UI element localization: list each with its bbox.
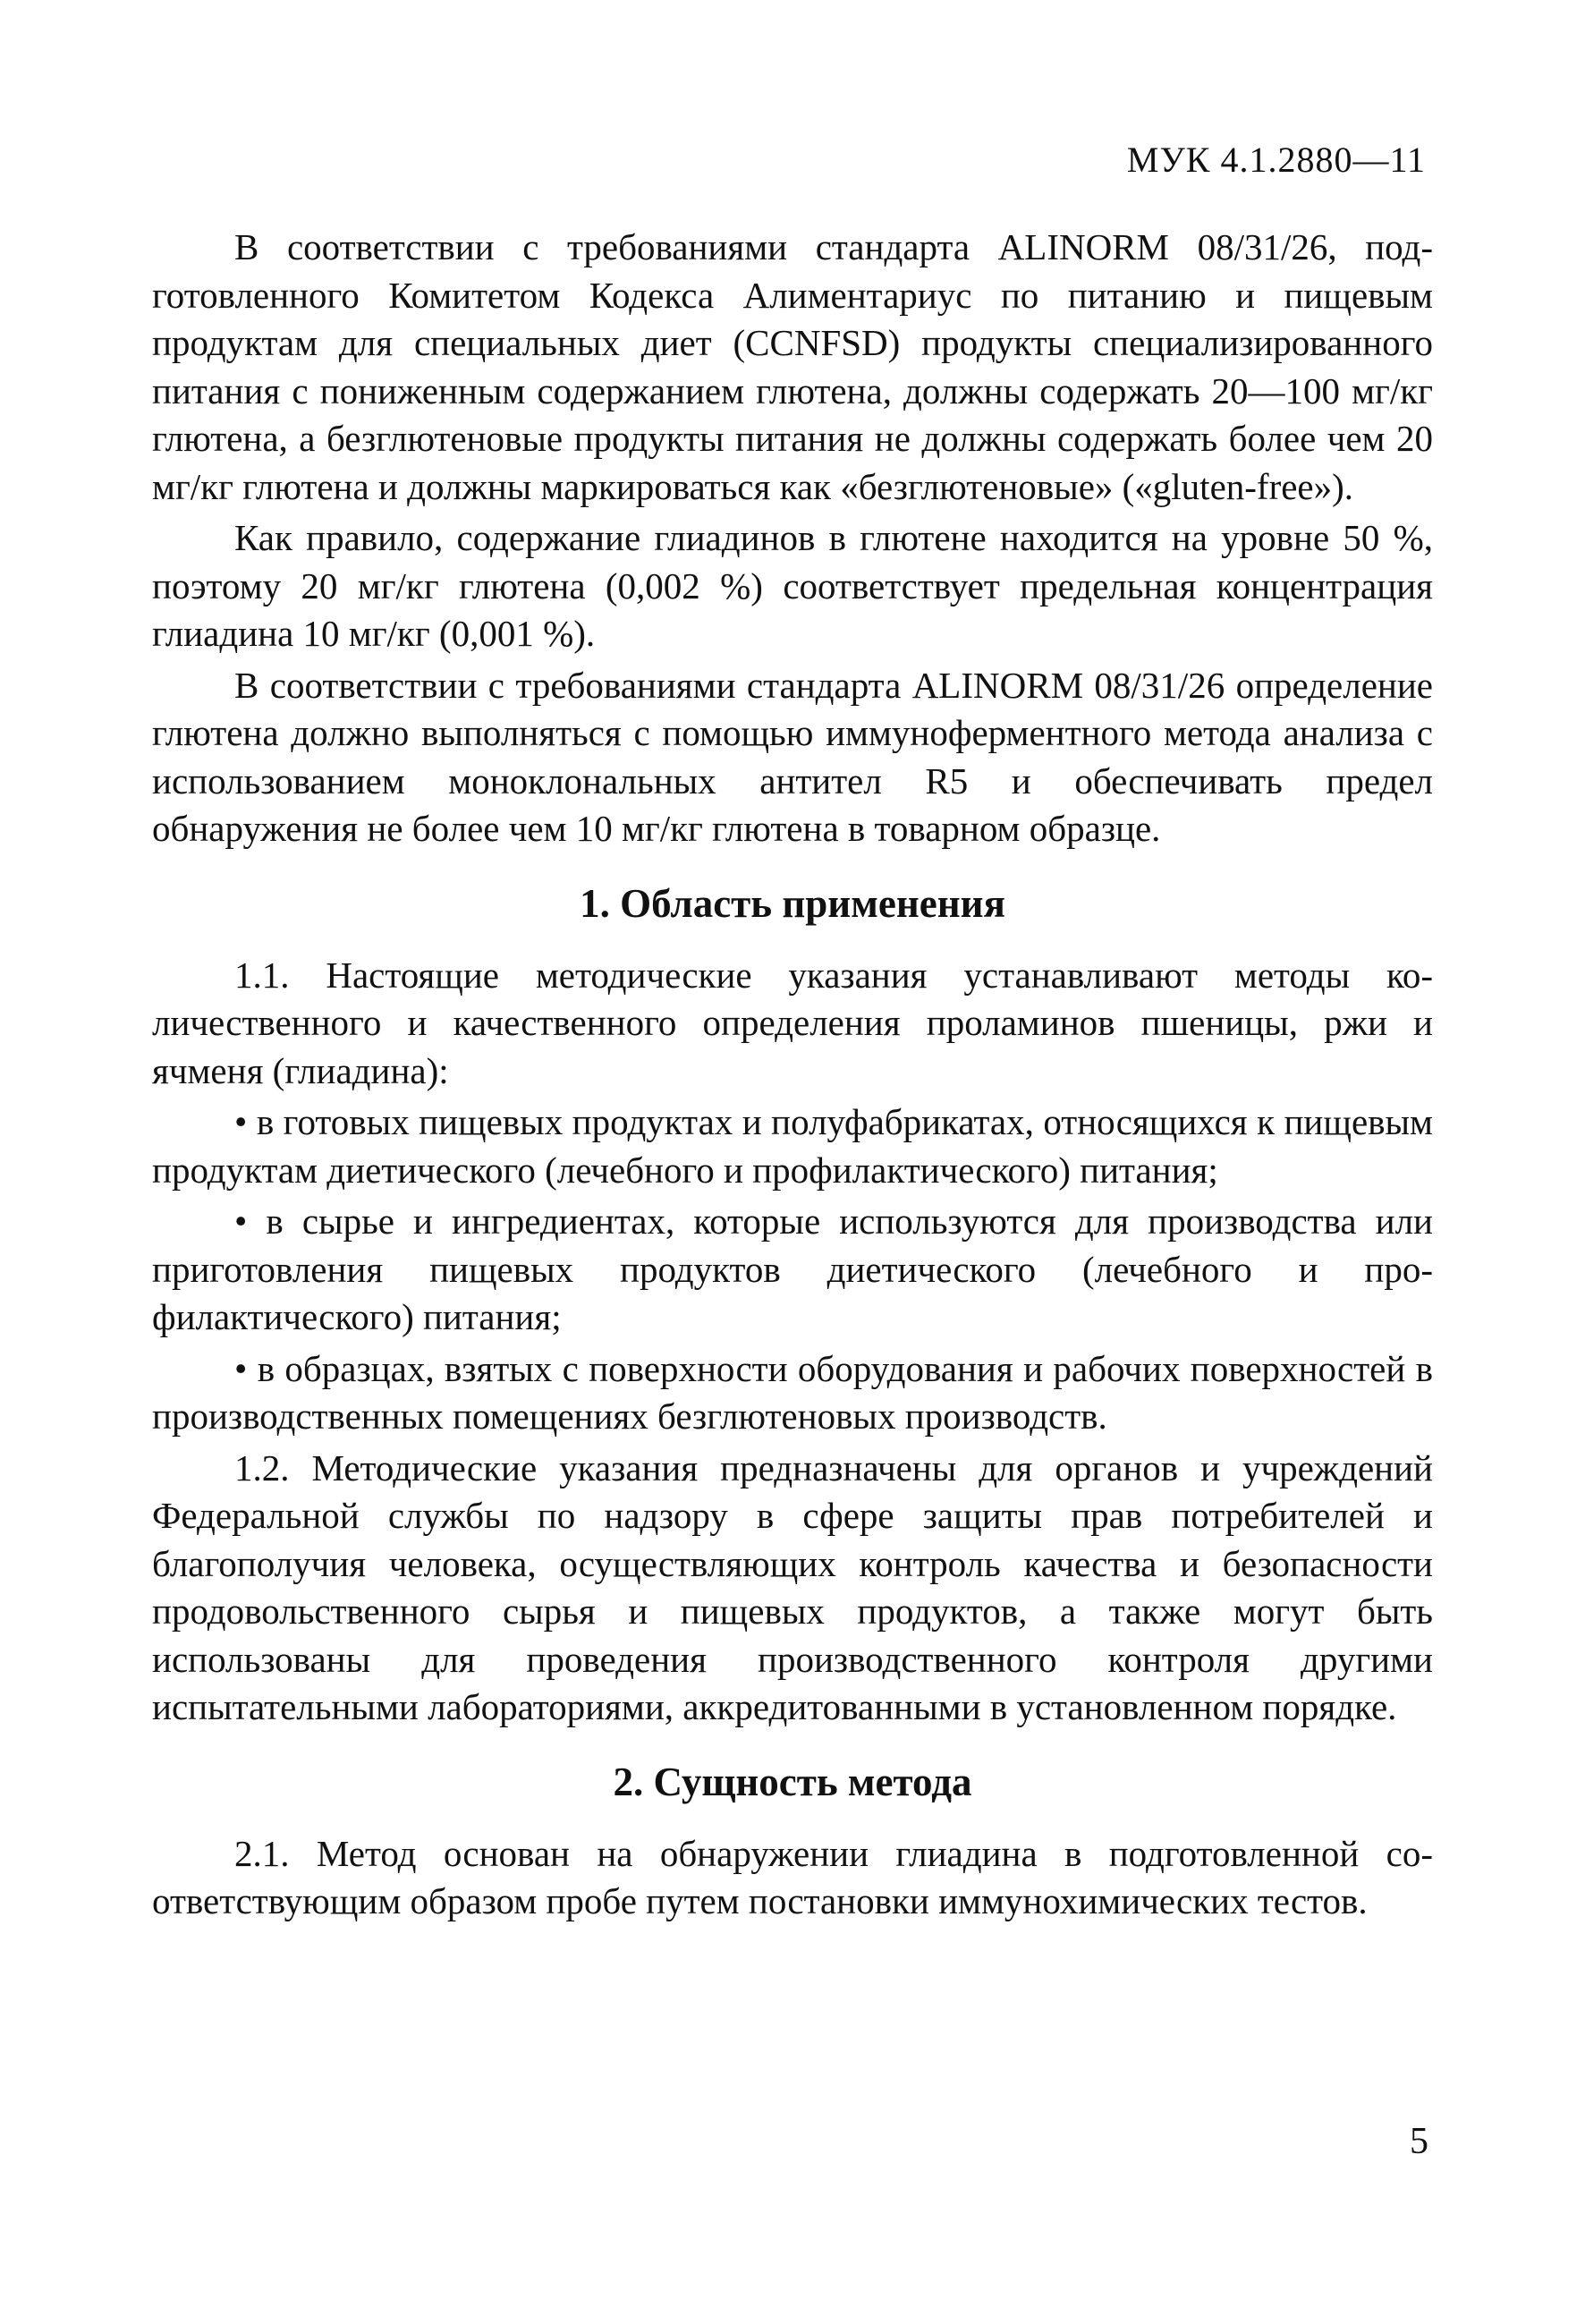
section-1-bullet-2: • в сырье и ингредиентах, которые используются для производства или приготовления пищевых продуктов диетического (лечебного и профилактического) питания;: [152, 1200, 1433, 1337]
section-1-paragraph-1-2: 1.2. Методические указания предназначены для органов и учреждений Федеральной службы по надзору в сфере защиты прав потребителей и благополучия человека, осуществляющих контроль качества и безопасности продовольственного сырья и пищевых продуктов, а также могут быть использованы для проведения производственного контроля другими испытательными лабораториями, аккредитованными в установленном порядке.: [152, 1446, 1433, 1727]
section-2-paragraph-2-1: 2.1. Метод основан на обнаружении глиадина в подготовленной соответствующим образом пробе путем постановки иммунохимических тестов.: [152, 1832, 1433, 1921]
intro-paragraph-3: В соответствии с требованиями стандарта ALINORM 08/31/26 определение глютена должно выполняться с помощью иммуноферментного метода анализа с использованием моноклональных антител R5 и обеспечивать предел обнаружения не более чем 10 мг/кг глютена в товарном образце.: [152, 664, 1433, 849]
intro-paragraph-1: В соответствии с требованиями стандарта ALINORM 08/31/26, подготовленного Комитетом Кодекса Алиментариус по питанию и пищевым продуктам для специальных диет (CCNFSD) продукты специализированного питания с пониженным содержанием глютена, должны содержать 20—100 мг/кг глютена, а безглютеновые продукты питания не должны содержать более чем 20 мг/кг глютена и должны маркироваться как «безглютеновые» («gluten-free»).: [152, 226, 1433, 507]
page-number: 5: [1410, 2121, 1428, 2162]
section-2-heading: 2. Сущность метода: [613, 1759, 972, 1804]
section-1-bullet-1: • в готовых пищевых продуктах и полуфабрикатах, относящихся к пищевым продуктам диетического (лечебного и профилактического) питания;: [152, 1101, 1433, 1191]
intro-paragraph-2: Как правило, содержание глиадинов в глютене находится на уровне 50 %, поэтому 20 мг/кг глютена (0,002 %) соответствует предельная концентрация глиадина 10 мг/кг (0,001 %).: [152, 517, 1433, 654]
document-code: МУК 4.1.2880—11: [1126, 140, 1426, 180]
section-1-paragraph-1-1: 1.1. Настоящие методические указания устанавливают методы количественного и качественного определения проламинов пшеницы, ржи и ячменя (глиадина):: [152, 954, 1433, 1091]
page-content: [152, 224, 1433, 1930]
section-1-bullet-3: • в образцах, взятых с поверхности оборудования и рабочих поверхностей в производственных помещениях безглютеновых производств.: [152, 1347, 1433, 1437]
section-1-heading: 1. Область применения: [580, 880, 1005, 926]
